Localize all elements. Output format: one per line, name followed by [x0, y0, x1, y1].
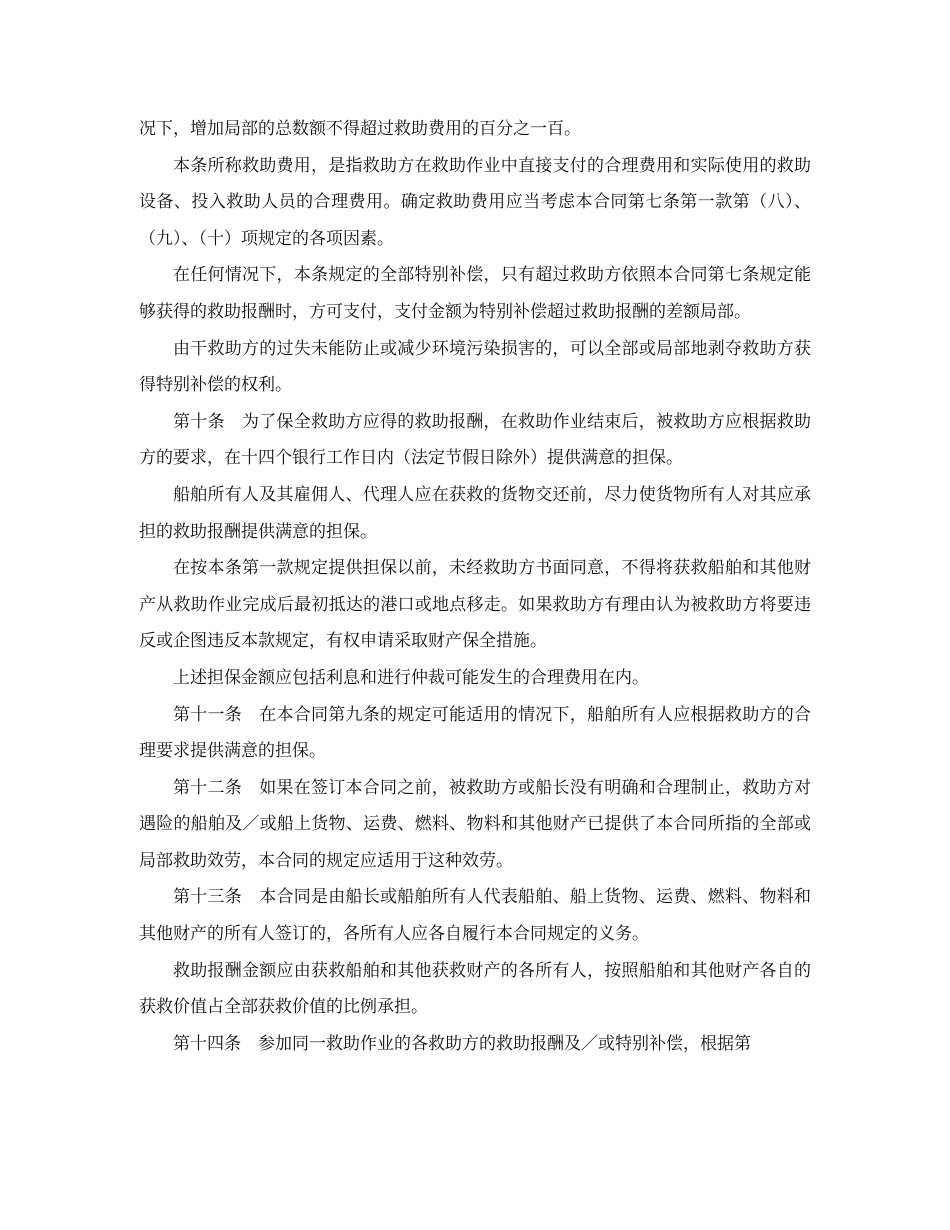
- paragraph-article-10: 第十条 为了保全救助方应得的救助报酬，在救助作业结束后，被救助方应根据救助方的要求，在十四个银行工作日内（法定节假日除外）提供满意的担保。: [139, 411, 811, 469]
- paragraph-continuation: 况下，增加局部的总数额不得超过救助费用的百分之一百。: [139, 119, 581, 139]
- paragraph-article-11: 第十一条 在本合同第九条的规定可能适用的情况下，船舶所有人应根据救助方的合理要求提供满意的担保。: [139, 704, 811, 762]
- paragraph-special-compensation-payment: 在任何情况下，本条规定的全部特别补偿，只有超过救助方依照本合同第七条规定能够获得的救助报酬时，方可支付，支付金额为特别补偿超过救助报酬的差额局部。: [139, 265, 811, 322]
- paragraph-article-14: 第十四条 参加同一救助作业的各救助方的救助报酬及／或特别补偿，根据第: [173, 1033, 751, 1054]
- paragraph-security-amount: 上述担保金额应包括利息和进行仲裁可能发生的合理费用在内。: [173, 667, 649, 688]
- paragraph-salvage-expenses-definition: 本条所称救助费用，是指救助方在救助作业中直接支付的合理费用和实际使用的救助设备、投入救助人员的合理费用。确定救助费用应当考虑本合同第七条第一款第（八）、（九）、（十）项规定的各项因素。: [139, 155, 811, 249]
- paragraph-reward-apportionment: 救助报酬金额应由获救船舶和其他获救财产的各所有人，按照船舶和其他财产各自的获救价值占全部获救价值的比例承担。: [139, 960, 811, 1018]
- paragraph-salvor-fault: 由干救助方的过失未能防止或减少环境污染损害的，可以全部或局部地剥夺救助方获得特别补偿的权利。: [139, 338, 811, 396]
- paragraph-article-12: 第十二条 如果在签订本合同之前，被救助方或船长没有明确和合理制止，救助方对遇险的船舶及／或船上货物、运费、燃料、物料和其他财产已提供了本合同所指的全部或局部救助效劳，本合同的规定应适用于这种效劳。: [139, 777, 811, 871]
- paragraph-property-removal: 在按本条第一款规定提供担保以前，未经救助方书面同意，不得将获救船舶和其他财产从救助作业完成后最初抵达的港口或地点移走。如果救助方有理由认为被救助方将要违反或企图违反本款规定，有权申请采取财产保全措施。: [139, 558, 811, 652]
- document-body: [139, 111, 811, 1062]
- paragraph-shipowner-security: 船舶所有人及其雇佣人、代理人应在获救的货物交还前，尽力使货物所有人对其应承担的救助报酬提供满意的担保。: [139, 484, 811, 542]
- paragraph-article-13: 第十三条 本合同是由船长或船舶所有人代表船舶、船上货物、运费、燃料、物料和其他财产的所有人签订的，各所有人应各自履行本合同规定的义务。: [139, 887, 811, 945]
